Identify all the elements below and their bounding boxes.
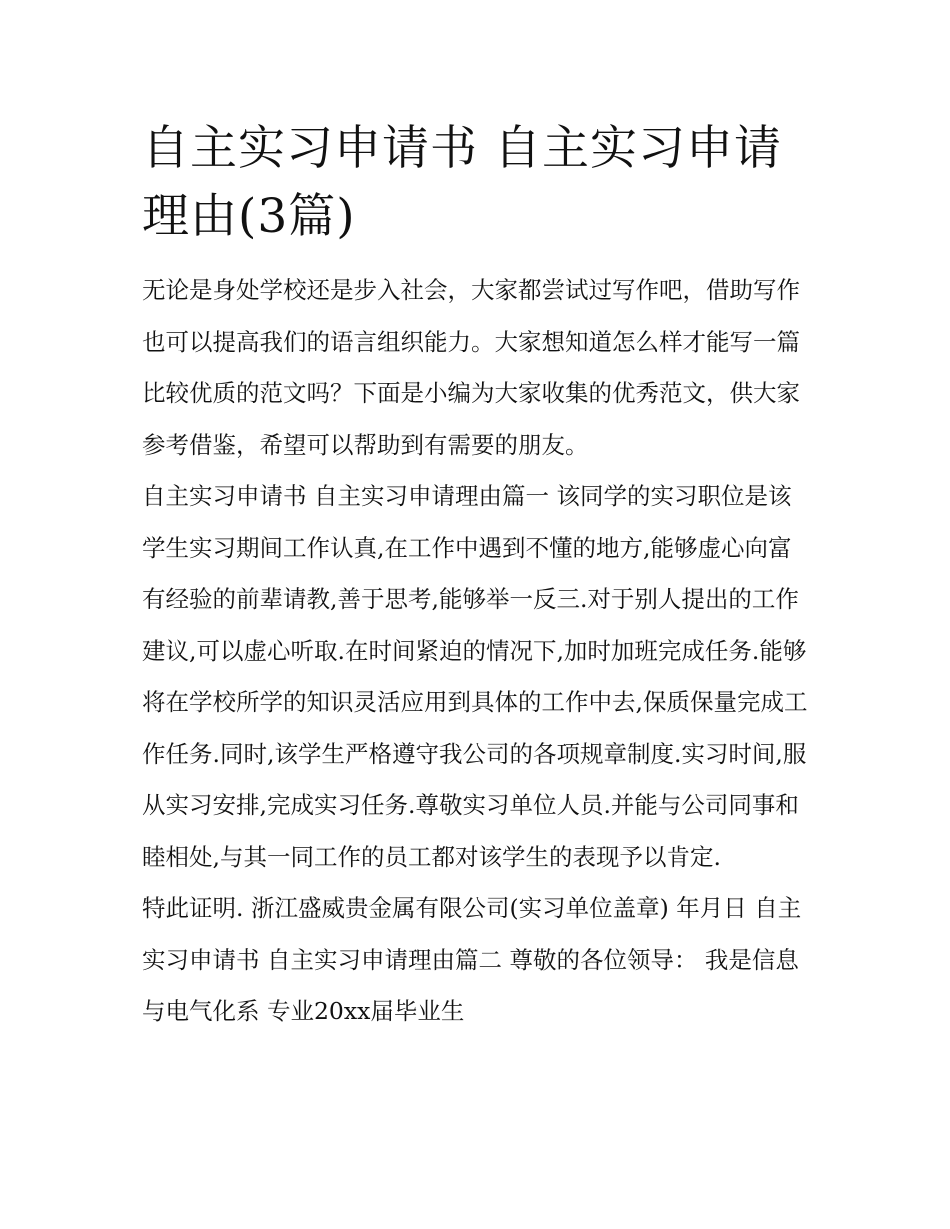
paragraph-part-one: 自主实习申请书 自主实习申请理由篇一 该同学的实习职位是该学生实习期间工作认真,在工作中遇到不懂的地方,能够虚心向富有经验的前辈请教,善于思考,能够举一反三.对于别人提出的工作建议,可以虚心听取.在时间紧迫的情况下,加时加班完成任务.能够将在学校所学的知识灵活应用到具体的工作中去,保质保量完成工作任务.同时,该学生严格遵守我公司的各项规章制度.实习时间,服从实习安排,完成实习任务.尊敬实习单位人员.并能与公司同事和睦相处,与其一同工作的员工都对该学生的表现予以肯定.	[142, 482, 808, 871]
document-page	[142, 115, 810, 1038]
document-body	[142, 265, 810, 1038]
paragraph-intro: 无论是身处学校还是步入社会，大家都尝试过写作吧，借助写作也可以提高我们的语言组织能力。大家想知道怎么样才能写一篇比较优质的范文吗？下面是小编为大家收集的优秀范文，供大家参考借鉴，希望可以帮助到有需要的朋友。	[142, 276, 800, 459]
paragraph-certificate: 特此证明. 浙江盛威贵金属有限公司(实习单位盖章) 年月日 自主实习申请书 自主实习申请理由篇二 尊敬的各位领导： 我是信息与电气化系 专业20xx届毕业生	[142, 894, 802, 1025]
document-title: 自主实习申请书 自主实习申请理由(3篇)	[142, 121, 782, 244]
